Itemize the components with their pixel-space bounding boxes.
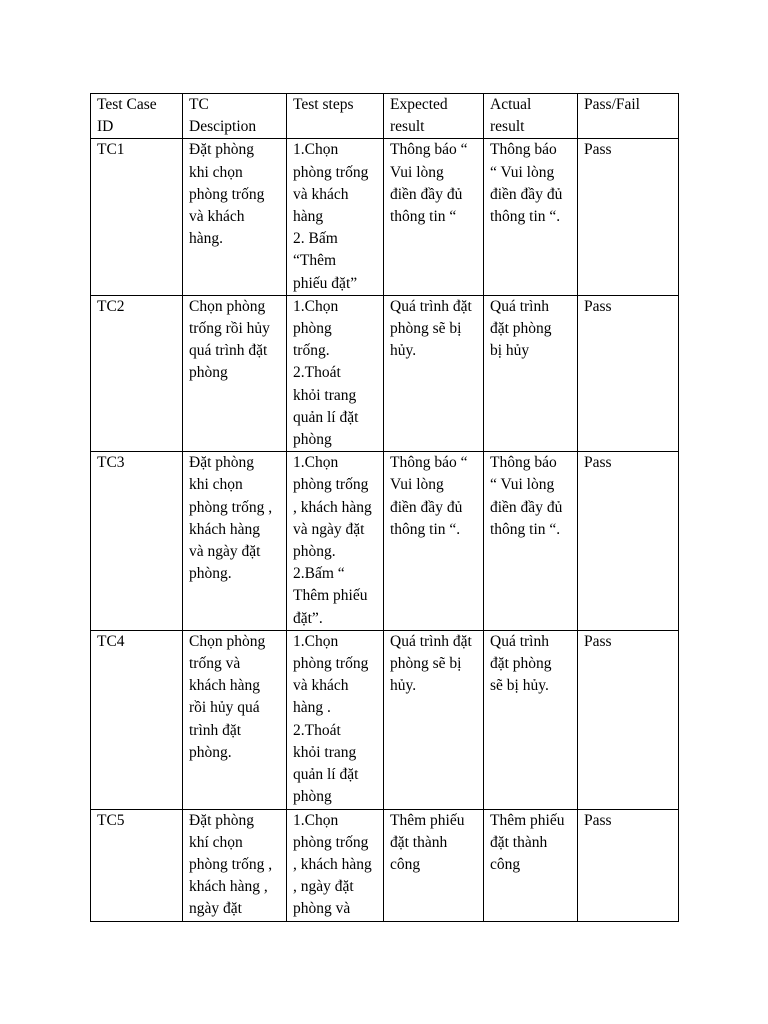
cell-expected-result: Quá trình đặt phòng sẽ bị hủy. xyxy=(384,630,484,809)
header-test-case-id: Test Case ID xyxy=(91,94,183,139)
header-tc-description: TC Desciption xyxy=(183,94,287,139)
cell-test-steps: 1.Chọn phòng trống , khách hàng và ngày đặt phòng. 2.Bấm “ Thêm phiếu đặt”. xyxy=(287,452,384,631)
cell-pass-fail: Pass xyxy=(578,630,679,809)
test-case-table xyxy=(90,93,679,922)
table-row xyxy=(91,630,679,809)
table-row xyxy=(91,809,679,921)
cell-test-case-id: TC1 xyxy=(91,139,183,295)
cell-test-steps: 1.Chọn phòng trống và khách hàng 2. Bấm “Thêm phiếu đặt” xyxy=(287,139,384,295)
cell-pass-fail: Pass xyxy=(578,139,679,295)
cell-test-steps: 1.Chọn phòng trống. 2.Thoát khỏi trang quản lí đặt phòng xyxy=(287,295,384,451)
cell-tc-description: Chọn phòng trống và khách hàng rồi hủy quá trình đặt phòng. xyxy=(183,630,287,809)
cell-actual-result: Quá trình đặt phòng sẽ bị hủy. xyxy=(484,630,578,809)
header-expected-result: Expected result xyxy=(384,94,484,139)
header-actual-result: Actual result xyxy=(484,94,578,139)
header-pass-fail: Pass/Fail xyxy=(578,94,679,139)
table-row xyxy=(91,139,679,295)
cell-test-case-id: TC2 xyxy=(91,295,183,451)
cell-test-case-id: TC5 xyxy=(91,809,183,921)
cell-pass-fail: Pass xyxy=(578,452,679,631)
cell-expected-result: Thông báo “ Vui lòng điền đầy đủ thông tin “ xyxy=(384,139,484,295)
cell-test-steps: 1.Chọn phòng trống và khách hàng . 2.Thoát khỏi trang quản lí đặt phòng xyxy=(287,630,384,809)
table-header-row xyxy=(91,94,679,139)
cell-actual-result: Thông báo “ Vui lòng điền đầy đủ thông tin “. xyxy=(484,139,578,295)
table-row xyxy=(91,452,679,631)
cell-test-case-id: TC3 xyxy=(91,452,183,631)
cell-tc-description: Đặt phòng khí chọn phòng trống , khách hàng , ngày đặt xyxy=(183,809,287,921)
cell-pass-fail: Pass xyxy=(578,809,679,921)
cell-tc-description: Đặt phòng khi chọn phòng trống và khách hàng. xyxy=(183,139,287,295)
cell-tc-description: Chọn phòng trống rồi hủy quá trình đặt phòng xyxy=(183,295,287,451)
cell-test-case-id: TC4 xyxy=(91,630,183,809)
cell-expected-result: Quá trình đặt phòng sẽ bị hủy. xyxy=(384,295,484,451)
cell-actual-result: Quá trình đặt phòng bị hủy xyxy=(484,295,578,451)
cell-test-steps: 1.Chọn phòng trống , khách hàng , ngày đặt phòng và xyxy=(287,809,384,921)
cell-pass-fail: Pass xyxy=(578,295,679,451)
cell-actual-result: Thông báo “ Vui lòng điền đầy đủ thông tin “. xyxy=(484,452,578,631)
cell-expected-result: Thông báo “ Vui lòng điền đầy đủ thông tin “. xyxy=(384,452,484,631)
cell-expected-result: Thêm phiếu đặt thành công xyxy=(384,809,484,921)
table-row xyxy=(91,295,679,451)
cell-tc-description: Đặt phòng khi chọn phòng trống , khách hàng và ngày đặt phòng. xyxy=(183,452,287,631)
cell-actual-result: Thêm phiếu đặt thành công xyxy=(484,809,578,921)
header-test-steps: Test steps xyxy=(287,94,384,139)
